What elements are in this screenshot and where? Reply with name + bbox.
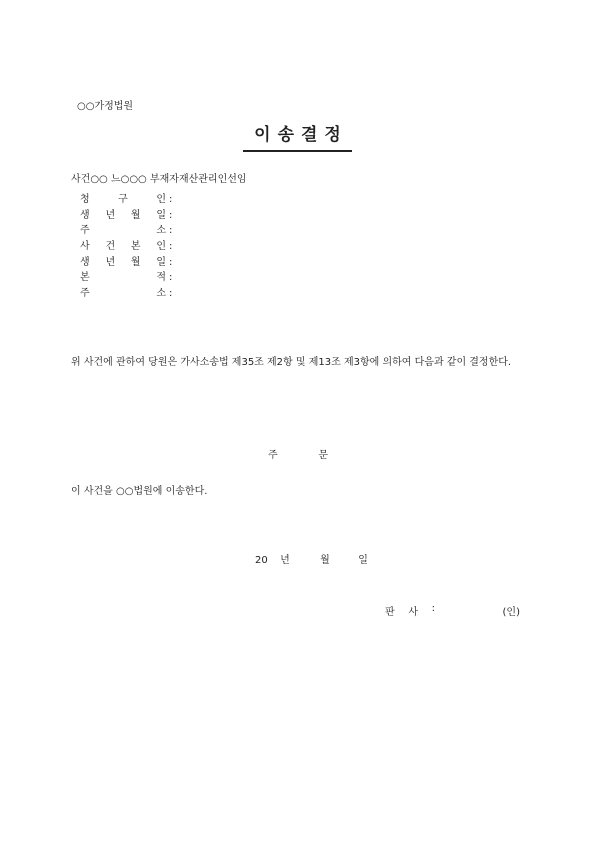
party-label-char: 인 xyxy=(156,241,166,253)
party-colon: : xyxy=(169,288,173,300)
order-heading xyxy=(268,446,328,461)
party-label xyxy=(80,208,166,224)
party-label-char: 생 xyxy=(80,209,90,221)
party-colon: : xyxy=(169,194,173,205)
date-month-unit: 월 xyxy=(320,555,330,566)
document-title: 이송결정 xyxy=(243,120,352,152)
party-label-char: 건 xyxy=(105,241,116,253)
date-year-unit: 년 xyxy=(280,555,290,566)
party-colon: : xyxy=(169,272,173,284)
order-text: 이 사건을 ○○법원에 이송한다. xyxy=(71,486,208,497)
party-label-char: 주 xyxy=(80,288,90,300)
judge-label xyxy=(385,603,435,618)
order-heading-char: 주 xyxy=(268,450,278,461)
judge-label-char: 판 xyxy=(385,607,395,618)
judge-signature-line xyxy=(385,603,520,618)
party-label-char: 인 xyxy=(156,194,166,205)
party-row xyxy=(80,192,172,208)
seal-mark: (인) xyxy=(502,607,520,618)
party-row xyxy=(80,223,172,239)
party-colon: : xyxy=(169,209,173,221)
party-label xyxy=(80,192,166,208)
party-label-char: 일 xyxy=(156,256,166,268)
party-label-char: 월 xyxy=(130,256,141,268)
party-label-char: 생 xyxy=(80,256,90,268)
party-row xyxy=(80,255,172,271)
party-label-char: 사 xyxy=(80,241,90,253)
party-label-char: 소 xyxy=(156,288,166,300)
party-label xyxy=(80,255,166,271)
title-container xyxy=(0,120,595,152)
party-label xyxy=(80,286,166,302)
decision-body-text: 위 사건에 관하여 당원은 가사소송법 제35조 제2항 및 제13조 제3항에 의하여 다음과 같이 결정한다. xyxy=(71,357,512,368)
party-label-char: 소 xyxy=(156,225,166,237)
party-label-char: 적 xyxy=(156,272,166,284)
date-day-unit: 일 xyxy=(358,555,368,566)
order-heading-char: 문 xyxy=(318,450,328,461)
party-label-char: 년 xyxy=(105,209,116,221)
court-name: ○○가정법원 xyxy=(77,101,134,112)
date-line xyxy=(255,551,368,566)
parties-list xyxy=(80,192,172,302)
party-label-char: 월 xyxy=(130,209,141,221)
party-label-char: 본 xyxy=(130,241,141,253)
party-label-char: 청 xyxy=(80,194,90,205)
date-year: 20 xyxy=(255,555,268,566)
judge-label-char: 사 xyxy=(408,607,418,618)
party-label-char: 주 xyxy=(80,225,90,237)
party-label-char: 일 xyxy=(156,209,166,221)
party-colon: : xyxy=(169,256,173,268)
party-row xyxy=(80,208,172,224)
party-label-char: 년 xyxy=(105,256,116,268)
party-colon: : xyxy=(169,241,173,253)
case-line: 사건○○ 느○○○ 부재자재산관리인선임 xyxy=(71,174,247,185)
party-colon: : xyxy=(169,225,173,237)
party-row xyxy=(80,286,172,302)
party-label-char: 본 xyxy=(80,272,90,284)
party-label-char: 구 xyxy=(118,194,128,205)
party-label xyxy=(80,270,166,286)
party-label xyxy=(80,223,166,239)
party-label xyxy=(80,239,166,255)
party-row xyxy=(80,239,172,255)
party-row xyxy=(80,270,172,286)
judge-colon: : xyxy=(431,603,435,614)
